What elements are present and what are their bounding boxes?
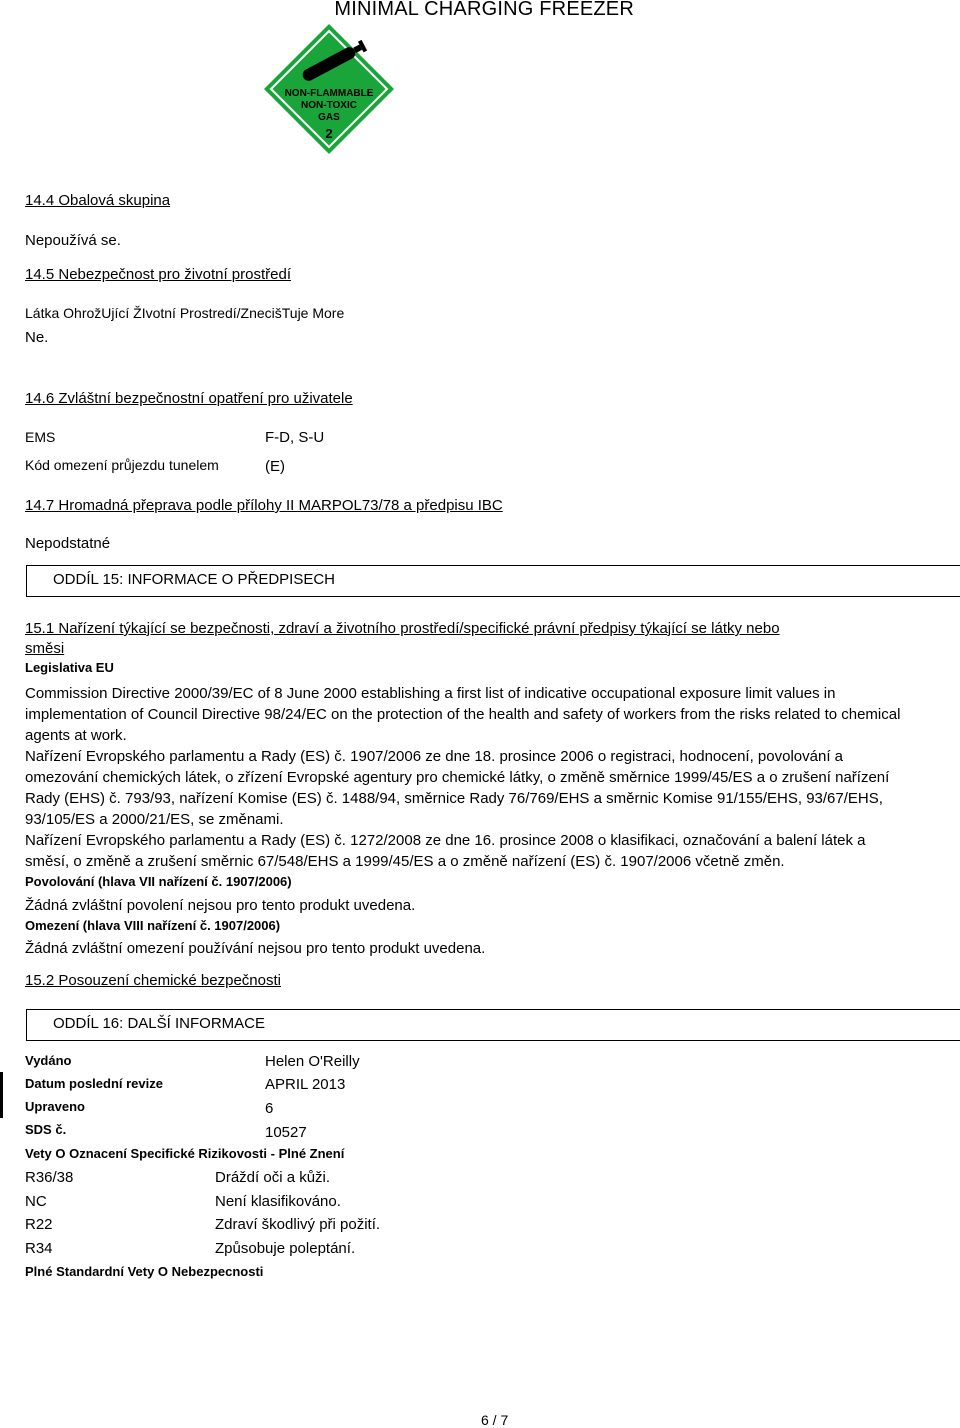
issued-value: Helen O'Reilly [265,1053,360,1070]
section-15-2-heading: 15.2 Posouzení chemické bezpečnosti [25,972,281,989]
section-15-header-box [26,565,960,597]
section-15-1-heading-line-1: 15.1 Nařízení týkající se bezpečnosti, zdraví a životního prostředí/specifické právní předpisy týkající se látky nebo [25,620,780,637]
placard-line-3: GAS [318,112,340,123]
section-14-4-heading: 14.4 Obalová skupina [25,192,171,209]
section-14-6-heading: 14.6 Zvláštní bezpečnostní opatření pro uživatele [25,390,353,407]
revision-margin-bar [0,1072,3,1118]
placard-class-number: 2 [325,126,333,141]
legislativa-paragraph: Commission Directive 2000/39/EC of 8 June 2000 establishing a first list of indicative occupational exposure limit values in implementation of Council Directive 98/24/EC on the protection of the health and safety of workers from the risks related to chemical agents at work. [25,685,901,744]
issued-label: Vydáno [25,1053,72,1068]
risk-phrase-text: Zdraví škodlivý při požití. [215,1216,381,1233]
placard-line-1: NON-FLAMMABLE [284,88,374,99]
marpol-text: Nepodstatné [25,535,111,552]
section-15-1-heading-line-2: směsi [25,640,65,657]
placard-line-2: NON-TOXIC [301,100,357,111]
restriction-text: Žádná zvláštní omezení používání nejsou pro tento produkt uvedena. [25,940,486,957]
section-15-title: ODDÍL 15: INFORMACE O PŘEDPISECH [53,571,335,588]
risk-phrase-code: R36/38 [25,1169,74,1186]
gas-cylinder-placard-icon [262,22,396,156]
revision-date-label: Datum poslední revize [25,1076,163,1091]
standard-phrases-label: Plné Standardní Vety O Nebezpecnosti [25,1264,264,1279]
restriction-label: Omezení (hlava VIII nařízení č. 1907/2006) [25,918,281,933]
tunnel-code-value: (E) [265,458,285,475]
risk-phrase-text: Způsobuje poleptání. [215,1240,356,1257]
revision-label: Upraveno [25,1099,85,1114]
tunnel-code-label: Kód omezení průjezdu tunelem [25,457,219,473]
authorisation-label: Povolování (hlava VII nařízení č. 1907/2006) [25,874,292,889]
page-number: 6 / 7 [481,1412,509,1428]
risk-phrase-text: Dráždí oči a kůži. [215,1169,331,1186]
reach-paragraph: Nařízení Evropského parlamentu a Rady (ES) č. 1907/2006 ze dne 18. prosince 2006 o registraci, hodnocení, povolování a omezování chemických látek, o zřízení Evropské agentury pro chemické látky, o změně směrnice 1999/45/ES a o zrušení nařízení Rady (EHS) č. 793/93, nařízení Komise (ES) č. 1488/94, směrnice Rady 76/769/EHS a směrnic Komise 91/155/EHS, 93/67/EHS, 93/105/ES a 2000/21/ES, se změnami. [25,748,890,828]
section-14-7-heading: 14.7 Hromadná přeprava podle přílohy II MARPOL73/78 a předpisu IBC [25,497,503,514]
document-title: MINIMAL CHARGING FREEZER [334,0,634,20]
legislativa-label: Legislativa EU [25,660,114,675]
ems-label: EMS [25,429,56,445]
hazard-placard [262,22,396,156]
marine-pollutant-label: Látka OhrožUjící ŽIvotní Prostredí/ZnecišTuje More [25,305,345,321]
risk-phrase-code: R34 [25,1240,53,1257]
section-16-header-box [26,1009,960,1041]
risk-phrases-label: Vety O Oznacení Specifické Rizikovosti - Plné Znení [25,1146,345,1161]
risk-phrase-code: NC [25,1193,47,1210]
clp-paragraph: Nařízení Evropského parlamentu a Rady (ES) č. 1272/2008 ze dne 16. prosince 2008 o klasifikaci, označování a balení látek a směsí, o změně a zrušení směrnic 67/548/EHS a 1999/45/ES a o změně nařízení (ES) č. 1907/2006 včetně změn. [25,832,866,870]
ems-value: F-D, S-U [265,429,325,446]
section-14-5-heading: 14.5 Nebezpečnost pro životní prostředí [25,266,291,283]
sds-number-value: 10527 [265,1124,307,1141]
revision-value: 6 [265,1100,274,1117]
authorisation-text: Žádná zvláštní povolení nejsou pro tento produkt uvedena. [25,897,416,914]
section-16-title: ODDÍL 16: DALŠÍ INFORMACE [53,1015,265,1032]
risk-phrase-code: R22 [25,1216,53,1233]
sds-number-label: SDS č. [25,1122,67,1137]
revision-date-value: APRIL 2013 [265,1076,346,1093]
marine-pollutant-value: Ne. [25,329,49,346]
risk-phrase-text: Není klasifikováno. [215,1193,341,1210]
packing-group-text: Nepoužívá se. [25,232,121,249]
